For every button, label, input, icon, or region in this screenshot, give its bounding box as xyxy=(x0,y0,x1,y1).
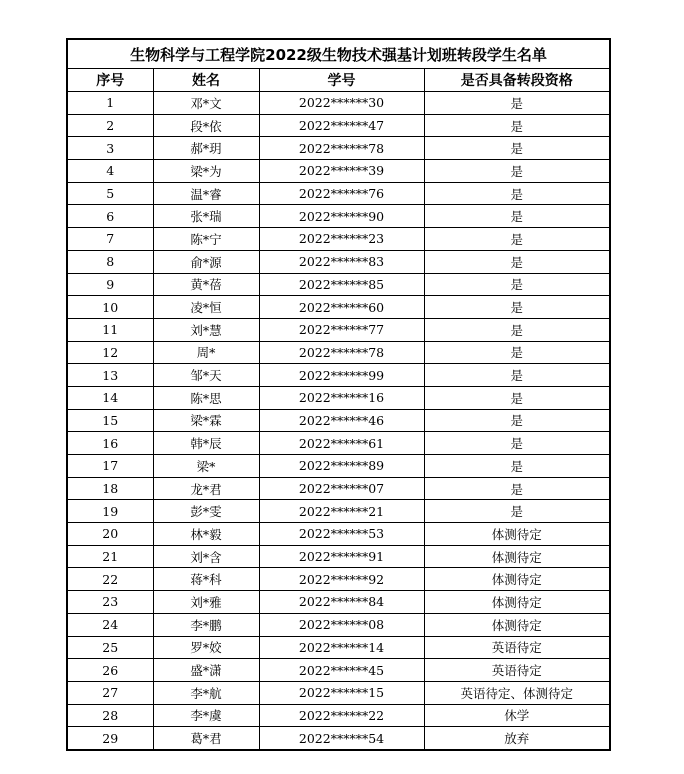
table-row xyxy=(67,273,610,296)
row-index: 17 xyxy=(67,455,153,478)
row-eligibility: 是 xyxy=(424,182,610,205)
row-eligibility: 体测待定 xyxy=(424,613,610,636)
row-eligibility: 是 xyxy=(424,341,610,364)
row-index: 26 xyxy=(67,659,153,682)
row-eligibility: 放弃 xyxy=(424,727,610,750)
row-eligibility: 是 xyxy=(424,455,610,478)
row-eligibility: 英语待定、体测待定 xyxy=(424,681,610,704)
row-index: 7 xyxy=(67,228,153,251)
table-row xyxy=(67,364,610,387)
row-eligibility: 是 xyxy=(424,318,610,341)
table-row xyxy=(67,455,610,478)
row-student-id: 2022******92 xyxy=(259,568,424,591)
row-eligibility: 是 xyxy=(424,273,610,296)
table-row xyxy=(67,681,610,704)
row-student-id: 2022******46 xyxy=(259,409,424,432)
row-eligibility: 休学 xyxy=(424,704,610,727)
row-student-id: 2022******77 xyxy=(259,318,424,341)
row-student-id: 2022******54 xyxy=(259,727,424,750)
row-index: 29 xyxy=(67,727,153,750)
row-index: 9 xyxy=(67,273,153,296)
row-student-id: 2022******89 xyxy=(259,455,424,478)
row-index: 27 xyxy=(67,681,153,704)
row-index: 10 xyxy=(67,296,153,319)
row-eligibility: 是 xyxy=(424,250,610,273)
row-student-id: 2022******47 xyxy=(259,114,424,137)
table-row xyxy=(67,114,610,137)
row-eligibility: 体测待定 xyxy=(424,545,610,568)
row-student-id: 2022******14 xyxy=(259,636,424,659)
row-student-id: 2022******53 xyxy=(259,523,424,546)
row-student-id: 2022******61 xyxy=(259,432,424,455)
row-student-id: 2022******84 xyxy=(259,591,424,614)
row-name: 李*航 xyxy=(153,681,259,704)
title-row xyxy=(67,39,610,69)
row-student-id: 2022******60 xyxy=(259,296,424,319)
row-index: 21 xyxy=(67,545,153,568)
table-row xyxy=(67,409,610,432)
row-name: 周* xyxy=(153,341,259,364)
row-index: 6 xyxy=(67,205,153,228)
row-name: 梁* xyxy=(153,455,259,478)
table-row xyxy=(67,318,610,341)
row-name: 温*睿 xyxy=(153,182,259,205)
table-row xyxy=(67,545,610,568)
row-name: 邓*文 xyxy=(153,92,259,115)
row-eligibility: 是 xyxy=(424,364,610,387)
row-name: 凌*恒 xyxy=(153,296,259,319)
row-eligibility: 英语待定 xyxy=(424,659,610,682)
header-index: 序号 xyxy=(67,69,153,92)
row-eligibility: 是 xyxy=(424,296,610,319)
row-index: 25 xyxy=(67,636,153,659)
table-row xyxy=(67,591,610,614)
row-index: 1 xyxy=(67,92,153,115)
row-student-id: 2022******45 xyxy=(259,659,424,682)
row-name: 葛*君 xyxy=(153,727,259,750)
row-name: 刘*雅 xyxy=(153,591,259,614)
row-index: 14 xyxy=(67,386,153,409)
row-student-id: 2022******85 xyxy=(259,273,424,296)
table-row xyxy=(67,477,610,500)
row-eligibility: 体测待定 xyxy=(424,568,610,591)
row-student-id: 2022******91 xyxy=(259,545,424,568)
row-eligibility: 是 xyxy=(424,137,610,160)
row-student-id: 2022******23 xyxy=(259,228,424,251)
row-eligibility: 是 xyxy=(424,114,610,137)
row-student-id: 2022******22 xyxy=(259,704,424,727)
header-name: 姓名 xyxy=(153,69,259,92)
row-name: 邹*天 xyxy=(153,364,259,387)
row-eligibility: 英语待定 xyxy=(424,636,610,659)
row-name: 李*鹏 xyxy=(153,613,259,636)
row-student-id: 2022******21 xyxy=(259,500,424,523)
row-index: 18 xyxy=(67,477,153,500)
row-student-id: 2022******78 xyxy=(259,137,424,160)
table-row xyxy=(67,296,610,319)
row-index: 5 xyxy=(67,182,153,205)
row-student-id: 2022******07 xyxy=(259,477,424,500)
row-eligibility: 是 xyxy=(424,205,610,228)
table-row xyxy=(67,727,610,750)
row-name: 刘*含 xyxy=(153,545,259,568)
row-eligibility: 是 xyxy=(424,160,610,183)
row-name: 彭*雯 xyxy=(153,500,259,523)
table-row xyxy=(67,182,610,205)
row-name: 林*毅 xyxy=(153,523,259,546)
row-name: 段*依 xyxy=(153,114,259,137)
table-row xyxy=(67,228,610,251)
row-name: 梁*为 xyxy=(153,160,259,183)
row-index: 4 xyxy=(67,160,153,183)
row-eligibility: 是 xyxy=(424,477,610,500)
table-row xyxy=(67,613,610,636)
row-name: 刘*慧 xyxy=(153,318,259,341)
row-index: 22 xyxy=(67,568,153,591)
table-row xyxy=(67,137,610,160)
table-row xyxy=(67,568,610,591)
row-eligibility: 体测待定 xyxy=(424,523,610,546)
row-name: 郝*玥 xyxy=(153,137,259,160)
row-student-id: 2022******76 xyxy=(259,182,424,205)
table-row xyxy=(67,523,610,546)
row-student-id: 2022******99 xyxy=(259,364,424,387)
row-student-id: 2022******83 xyxy=(259,250,424,273)
row-name: 黄*蓓 xyxy=(153,273,259,296)
row-index: 3 xyxy=(67,137,153,160)
row-name: 陈*宁 xyxy=(153,228,259,251)
student-list-sheet xyxy=(66,38,609,751)
row-student-id: 2022******15 xyxy=(259,681,424,704)
table-row xyxy=(67,341,610,364)
row-eligibility: 是 xyxy=(424,92,610,115)
row-eligibility: 是 xyxy=(424,228,610,251)
table-row xyxy=(67,704,610,727)
table-row xyxy=(67,386,610,409)
row-index: 8 xyxy=(67,250,153,273)
row-index: 2 xyxy=(67,114,153,137)
row-eligibility: 是 xyxy=(424,500,610,523)
row-index: 20 xyxy=(67,523,153,546)
row-eligibility: 是 xyxy=(424,432,610,455)
header-student-id: 学号 xyxy=(259,69,424,92)
row-eligibility: 是 xyxy=(424,409,610,432)
row-name: 陈*思 xyxy=(153,386,259,409)
row-name: 俞*源 xyxy=(153,250,259,273)
row-index: 12 xyxy=(67,341,153,364)
table-row xyxy=(67,432,610,455)
row-eligibility: 体测待定 xyxy=(424,591,610,614)
row-eligibility: 是 xyxy=(424,386,610,409)
row-index: 28 xyxy=(67,704,153,727)
table-row xyxy=(67,500,610,523)
row-student-id: 2022******90 xyxy=(259,205,424,228)
row-student-id: 2022******16 xyxy=(259,386,424,409)
row-name: 梁*霖 xyxy=(153,409,259,432)
table-row xyxy=(67,250,610,273)
row-name: 张*瑞 xyxy=(153,205,259,228)
table-row xyxy=(67,659,610,682)
row-index: 24 xyxy=(67,613,153,636)
table-row xyxy=(67,160,610,183)
row-student-id: 2022******78 xyxy=(259,341,424,364)
table-row xyxy=(67,636,610,659)
table-row xyxy=(67,205,610,228)
row-index: 13 xyxy=(67,364,153,387)
row-index: 19 xyxy=(67,500,153,523)
row-student-id: 2022******30 xyxy=(259,92,424,115)
header-row xyxy=(67,69,610,92)
row-index: 11 xyxy=(67,318,153,341)
row-name: 李*虞 xyxy=(153,704,259,727)
row-student-id: 2022******08 xyxy=(259,613,424,636)
table-title: 生物科学与工程学院2022级生物技术强基计划班转段学生名单 xyxy=(67,39,610,69)
row-index: 15 xyxy=(67,409,153,432)
table-row xyxy=(67,92,610,115)
row-name: 盛*潇 xyxy=(153,659,259,682)
row-index: 23 xyxy=(67,591,153,614)
row-name: 韩*辰 xyxy=(153,432,259,455)
row-name: 蒋*科 xyxy=(153,568,259,591)
student-table xyxy=(66,38,611,751)
row-index: 16 xyxy=(67,432,153,455)
row-name: 龙*君 xyxy=(153,477,259,500)
header-eligibility: 是否具备转段资格 xyxy=(424,69,610,92)
row-student-id: 2022******39 xyxy=(259,160,424,183)
row-name: 罗*姣 xyxy=(153,636,259,659)
